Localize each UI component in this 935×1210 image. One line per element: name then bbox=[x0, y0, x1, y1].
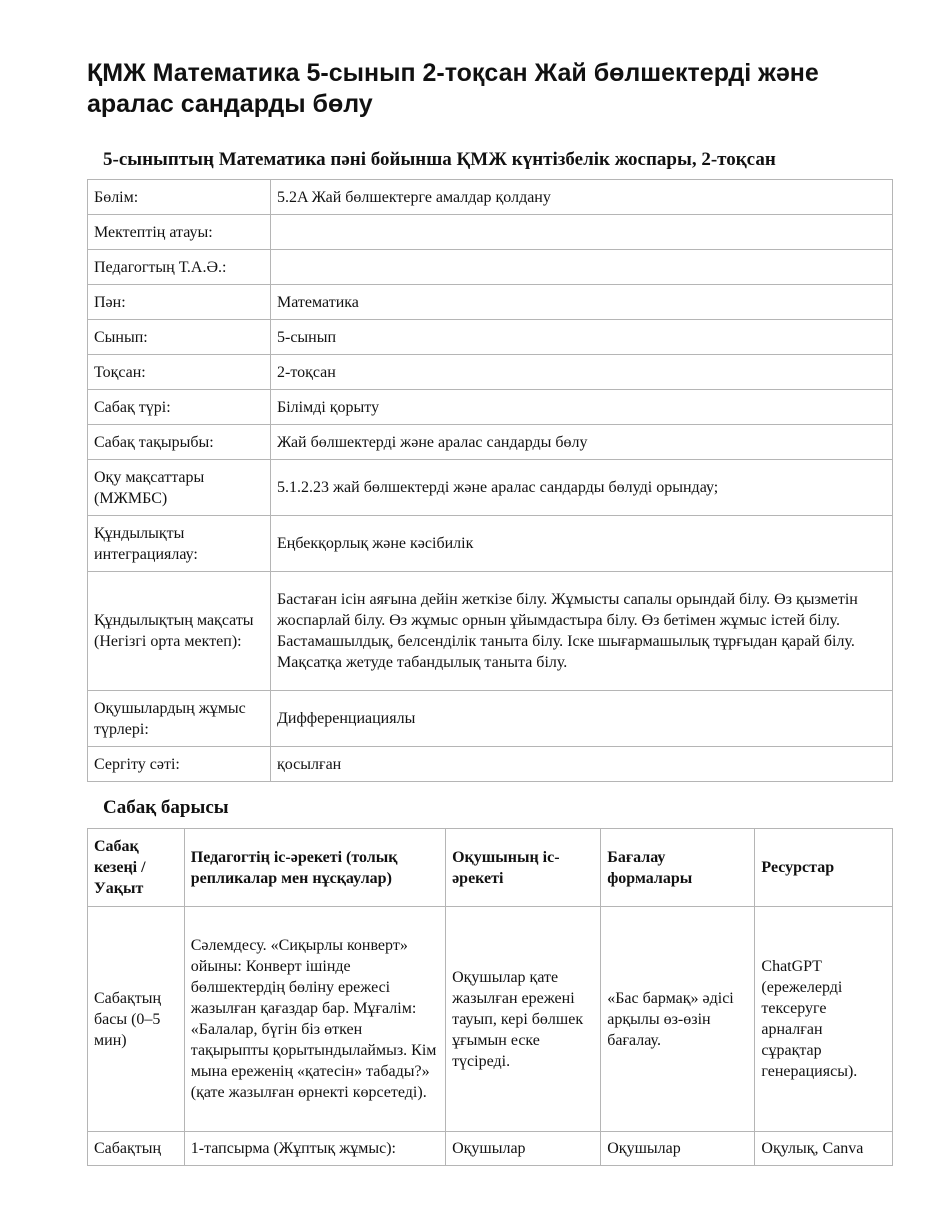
info-row bbox=[88, 516, 893, 572]
info-value: Бастаған ісін аяғына дейін жеткізе білу. Жұмысты сапалы орындай білу. Өз қызметін жоспарлай білу. Өз жұмыс орнын ұйымдастыра білу. Өз бетімен жұмыс істей білу. Бастамашылдық, белсенділік таныта білу. Іске шығармашылық тұрғыдан қарай білу. Мақсатқа жетуде табандылық таныта білу. bbox=[271, 572, 893, 691]
info-label: Оқушылардың жұмыс түрлері: bbox=[88, 691, 271, 747]
info-row bbox=[88, 425, 893, 460]
lesson-cell: Оқушылар bbox=[601, 1132, 755, 1166]
lesson-table-header-row bbox=[88, 829, 893, 907]
info-label: Құндылықтың мақсаты (Негізгі орта мектеп): bbox=[88, 572, 271, 691]
lesson-column-header: Бағалау формалары bbox=[601, 829, 755, 907]
info-label: Пән: bbox=[88, 285, 271, 320]
lesson-progress-heading: Сабақ барысы bbox=[103, 797, 229, 818]
lesson-column-header: Оқушының іс-әрекеті bbox=[446, 829, 601, 907]
info-row bbox=[88, 250, 893, 285]
info-label: Бөлім: bbox=[88, 180, 271, 215]
info-value bbox=[271, 250, 893, 285]
info-label: Сергіту сәті: bbox=[88, 747, 271, 782]
info-value: қосылған bbox=[271, 747, 893, 782]
lesson-cell: Сабақтың басы (0–5 мин) bbox=[88, 907, 185, 1132]
info-label: Тоқсан: bbox=[88, 355, 271, 390]
info-row bbox=[88, 180, 893, 215]
info-label: Оқу мақсаттары (МЖМБС) bbox=[88, 460, 271, 516]
lesson-cell: Оқушылар қате жазылған ережені тауып, кері бөлшек ұғымын еске түсіреді. bbox=[446, 907, 601, 1132]
info-value: 5.1.2.23 жай бөлшектерді және аралас сандарды бөлуді орындау; bbox=[271, 460, 893, 516]
info-label: Сабақ тақырыбы: bbox=[88, 425, 271, 460]
info-label: Құндылықты интеграциялау: bbox=[88, 516, 271, 572]
info-label: Сабақ түрі: bbox=[88, 390, 271, 425]
lesson-column-header: Педагогтің іс-әрекеті (толық репликалар мен нұсқаулар) bbox=[184, 829, 445, 907]
info-label: Сынып: bbox=[88, 320, 271, 355]
info-row bbox=[88, 320, 893, 355]
info-value bbox=[271, 215, 893, 250]
lesson-row bbox=[88, 907, 893, 1132]
info-row bbox=[88, 215, 893, 250]
lesson-progress-table bbox=[87, 828, 893, 1166]
lesson-cell: ChatGPT (ережелерді тексеруге арналған сұрақтар генерациясы). bbox=[755, 907, 893, 1132]
lesson-cell: Сабақтың bbox=[88, 1132, 185, 1166]
info-value: Математика bbox=[271, 285, 893, 320]
info-value: 2-тоқсан bbox=[271, 355, 893, 390]
lesson-cell: Сәлемдесу. «Сиқырлы конверт» ойыны: Конверт ішінде бөлшектердің бөліну ережесі жазылған қағаздар бар. Мұғалім: «Балалар, бүгін біз өткен тақырыпты қорытындылаймыз. Кім мына ереженің «қатесін» табады?» (қате жазылған өрнекті көрсетеді). bbox=[184, 907, 445, 1132]
lesson-cell: «Бас бармақ» әдісі арқылы өз-өзін бағалау. bbox=[601, 907, 755, 1132]
info-row bbox=[88, 747, 893, 782]
lesson-info-table bbox=[87, 179, 893, 782]
info-value: Білімді қорыту bbox=[271, 390, 893, 425]
info-row bbox=[88, 460, 893, 516]
plan-heading: 5-сыныптың Математика пәні бойынша ҚМЖ күнтізбелік жоспары, 2-тоқсан bbox=[103, 149, 776, 170]
info-row bbox=[88, 355, 893, 390]
lesson-row bbox=[88, 1132, 893, 1166]
info-row bbox=[88, 285, 893, 320]
info-label: Педагогтың Т.А.Ә.: bbox=[88, 250, 271, 285]
lesson-cell: Оқулық, Canva bbox=[755, 1132, 893, 1166]
info-row bbox=[88, 572, 893, 691]
lesson-cell: Оқушылар bbox=[446, 1132, 601, 1166]
info-value: Еңбекқорлық және кәсібилік bbox=[271, 516, 893, 572]
info-value: 5-сынып bbox=[271, 320, 893, 355]
info-row bbox=[88, 691, 893, 747]
lesson-column-header: Ресурстар bbox=[755, 829, 893, 907]
document-title: ҚМЖ Математика 5-сынып 2-тоқсан Жай бөлшектерді және аралас сандарды бөлу bbox=[87, 59, 819, 118]
info-row bbox=[88, 390, 893, 425]
lesson-column-header: Сабақ кезеңі / Уақыт bbox=[88, 829, 185, 907]
info-value: Жай бөлшектерді және аралас сандарды бөлу bbox=[271, 425, 893, 460]
info-label: Мектептің атауы: bbox=[88, 215, 271, 250]
info-value: 5.2A Жай бөлшектерге амалдар қолдану bbox=[271, 180, 893, 215]
lesson-cell: 1-тапсырма (Жұптық жұмыс): bbox=[184, 1132, 445, 1166]
info-value: Дифференциациялы bbox=[271, 691, 893, 747]
